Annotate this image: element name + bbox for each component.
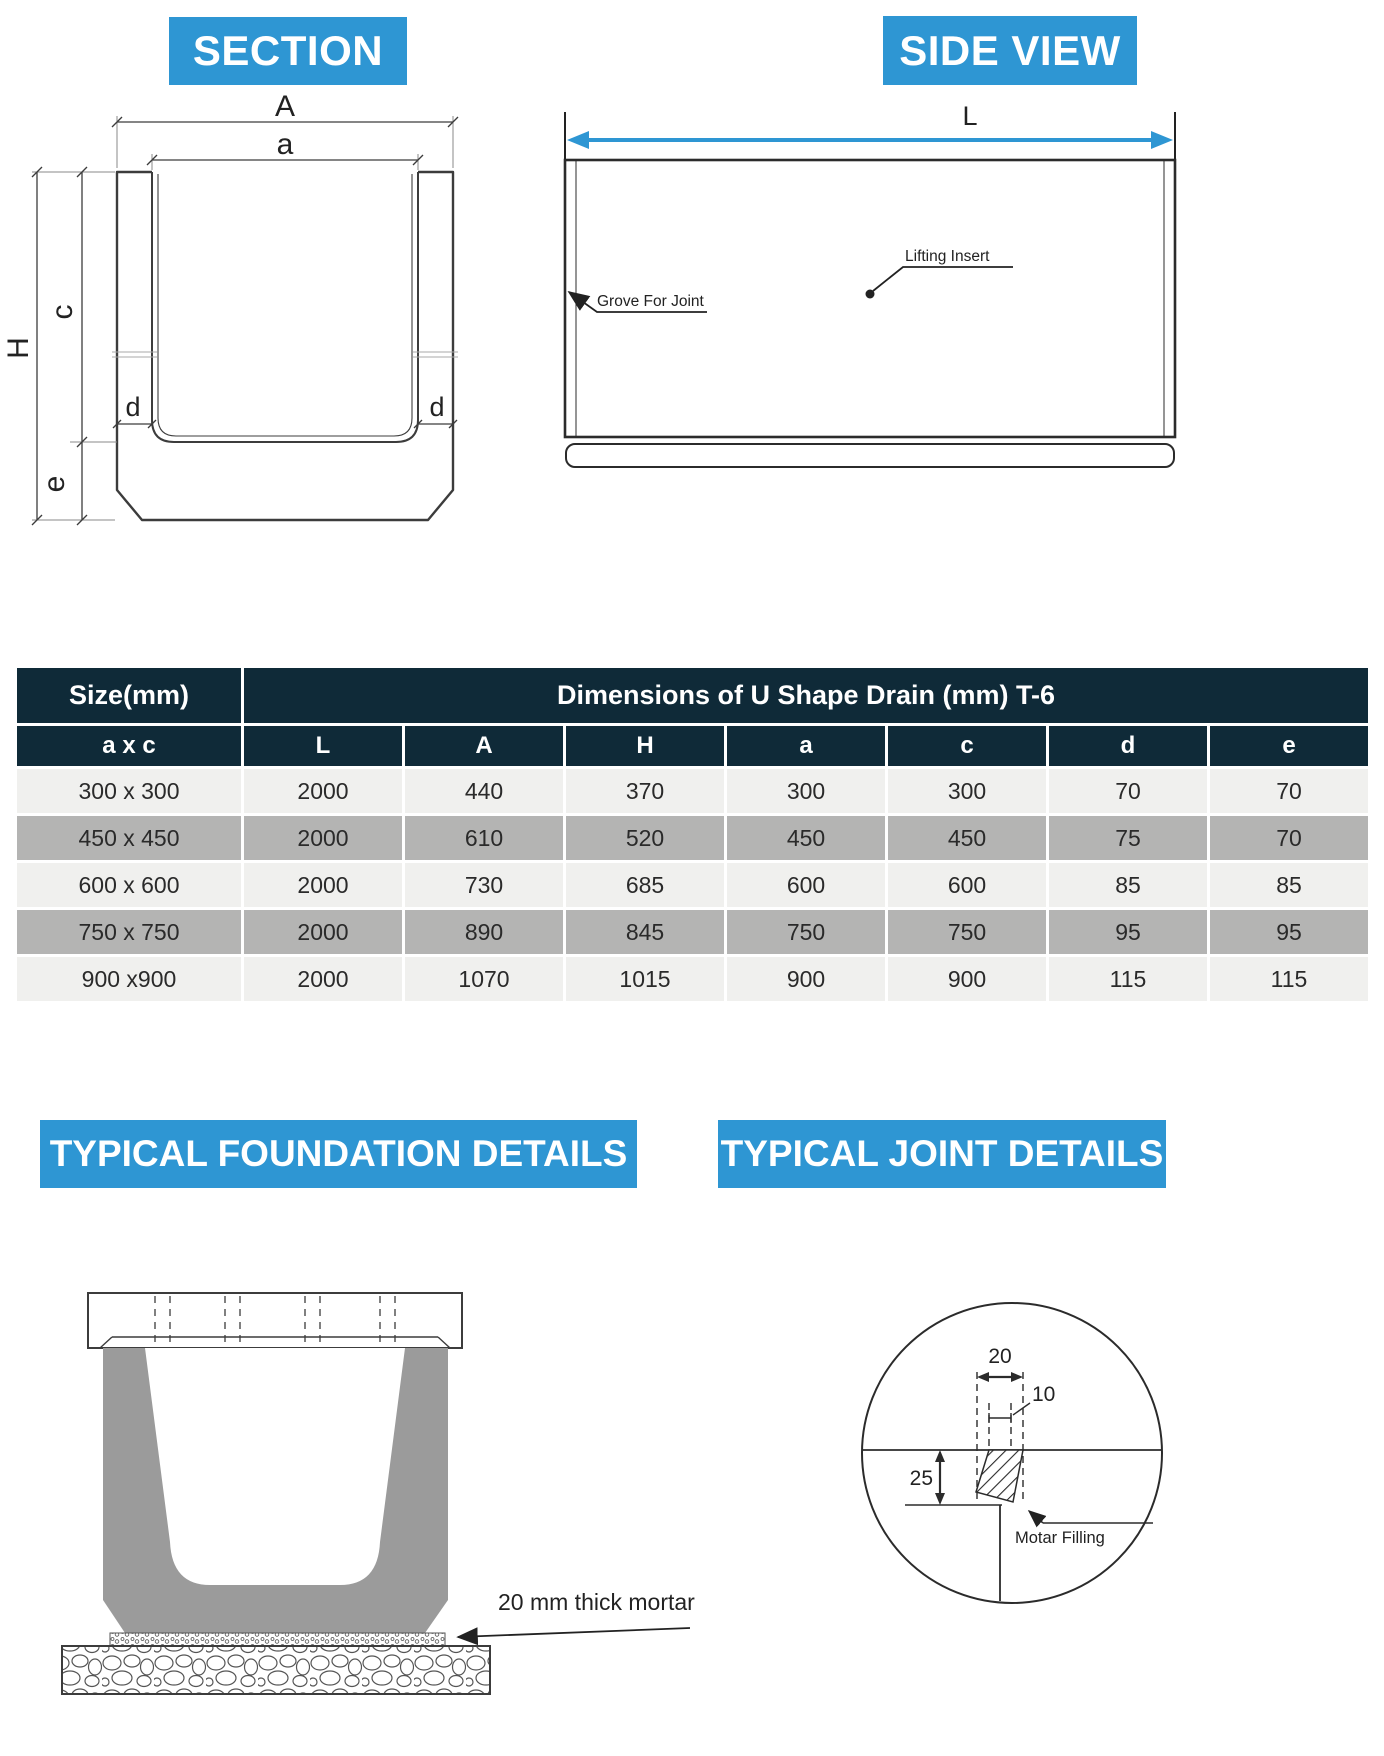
table-cell: 600	[888, 863, 1046, 907]
table-cell: 115	[1210, 957, 1368, 1001]
dim-L-label: L	[962, 101, 978, 131]
table-cell: 300	[888, 769, 1046, 813]
mortar-label: 20 mm thick mortar	[498, 1589, 695, 1615]
table-cell: 600	[727, 863, 885, 907]
mortar-leader	[458, 1628, 690, 1637]
dim-d-left-label: d	[125, 392, 141, 422]
table-cell: 370	[566, 769, 724, 813]
table-cell: 730	[405, 863, 563, 907]
lifting-label: Lifting Insert	[905, 248, 990, 265]
table-cell: 85	[1210, 863, 1368, 907]
col-header-e: e	[1210, 726, 1368, 766]
col-header-c: c	[888, 726, 1046, 766]
table-cell: 70	[1210, 769, 1368, 813]
table-cell: 750 x 750	[17, 910, 241, 954]
drain-outer-outline	[117, 172, 453, 520]
foundation-drawing	[50, 1280, 700, 1700]
table-cell: 1015	[566, 957, 724, 1001]
table-cell: 95	[1210, 910, 1368, 954]
col-header-a: a	[727, 726, 885, 766]
col-header-d: d	[1049, 726, 1207, 766]
col-header-axc: a x c	[17, 726, 241, 766]
foundation-title-banner: TYPICAL FOUNDATION DETAILS	[40, 1120, 637, 1188]
table-cell: 75	[1049, 816, 1207, 860]
table-cell: 2000	[244, 957, 402, 1001]
table-cell: 1070	[405, 957, 563, 1001]
table-cell: 450	[727, 816, 885, 860]
table-cell: 85	[1049, 863, 1207, 907]
mortar-bed	[110, 1633, 445, 1646]
table-cell: 750	[727, 910, 885, 954]
table-span-header: Dimensions of U Shape Drain (mm) T-6	[244, 668, 1368, 723]
motar-filling-label: Motar Filling	[1015, 1529, 1105, 1547]
table-cell: 610	[405, 816, 563, 860]
table-cell: 900	[727, 957, 885, 1001]
table-cell: 450 x 450	[17, 816, 241, 860]
col-header-A: A	[405, 726, 563, 766]
cover-slab	[88, 1293, 462, 1348]
dim-10-label: 10	[1032, 1383, 1056, 1406]
channel-cavity	[145, 1348, 405, 1585]
dim-H	[32, 167, 115, 525]
table-cell: 685	[566, 863, 724, 907]
table-cell: 440	[405, 769, 563, 813]
table-cell: 900 x900	[17, 957, 241, 1001]
table-cell: 2000	[244, 910, 402, 954]
table-cell: 2000	[244, 816, 402, 860]
col-header-H: H	[566, 726, 724, 766]
section-title-banner: SECTION	[169, 17, 407, 85]
table-size-header: Size(mm)	[17, 668, 241, 723]
side-view-drawing	[555, 95, 1195, 480]
table-cell: 890	[405, 910, 563, 954]
dim-a-label: a	[276, 128, 294, 161]
table-cell: 70	[1210, 816, 1368, 860]
col-header-L: L	[244, 726, 402, 766]
dimensions-table	[17, 668, 1368, 1001]
dim-25-label: 25	[909, 1467, 933, 1490]
joint-title-banner: TYPICAL JOINT DETAILS	[718, 1120, 1166, 1188]
table-cell: 300 x 300	[17, 769, 241, 813]
lifting-insert-point	[866, 290, 875, 299]
dim-c-label: c	[46, 304, 79, 320]
table-cell: 600 x 600	[17, 863, 241, 907]
grove-label: Grove For Joint	[597, 293, 704, 310]
table-cell: 95	[1049, 910, 1207, 954]
table-cell: 70	[1049, 769, 1207, 813]
table-cell: 520	[566, 816, 724, 860]
dim-H-label: H	[2, 337, 35, 359]
bottom-flange	[566, 444, 1174, 467]
table-cell: 450	[888, 816, 1046, 860]
table-cell: 2000	[244, 769, 402, 813]
joint-drawing	[855, 1295, 1200, 1610]
table-cell: 750	[888, 910, 1046, 954]
table-cell: 115	[1049, 957, 1207, 1001]
table-cell: 900	[888, 957, 1046, 1001]
dim-e-label: e	[38, 475, 71, 493]
dim-e	[77, 442, 87, 525]
section-drawing	[2, 90, 480, 530]
dim-d-right-label: d	[429, 392, 445, 422]
gravel-base	[62, 1646, 490, 1694]
table-cell: 2000	[244, 863, 402, 907]
dim-A-label: A	[274, 90, 296, 123]
dim-20-label: 20	[988, 1345, 1012, 1368]
table-cell: 845	[566, 910, 724, 954]
side-view-title-banner: SIDE VIEW	[883, 16, 1137, 85]
table-cell: 300	[727, 769, 885, 813]
